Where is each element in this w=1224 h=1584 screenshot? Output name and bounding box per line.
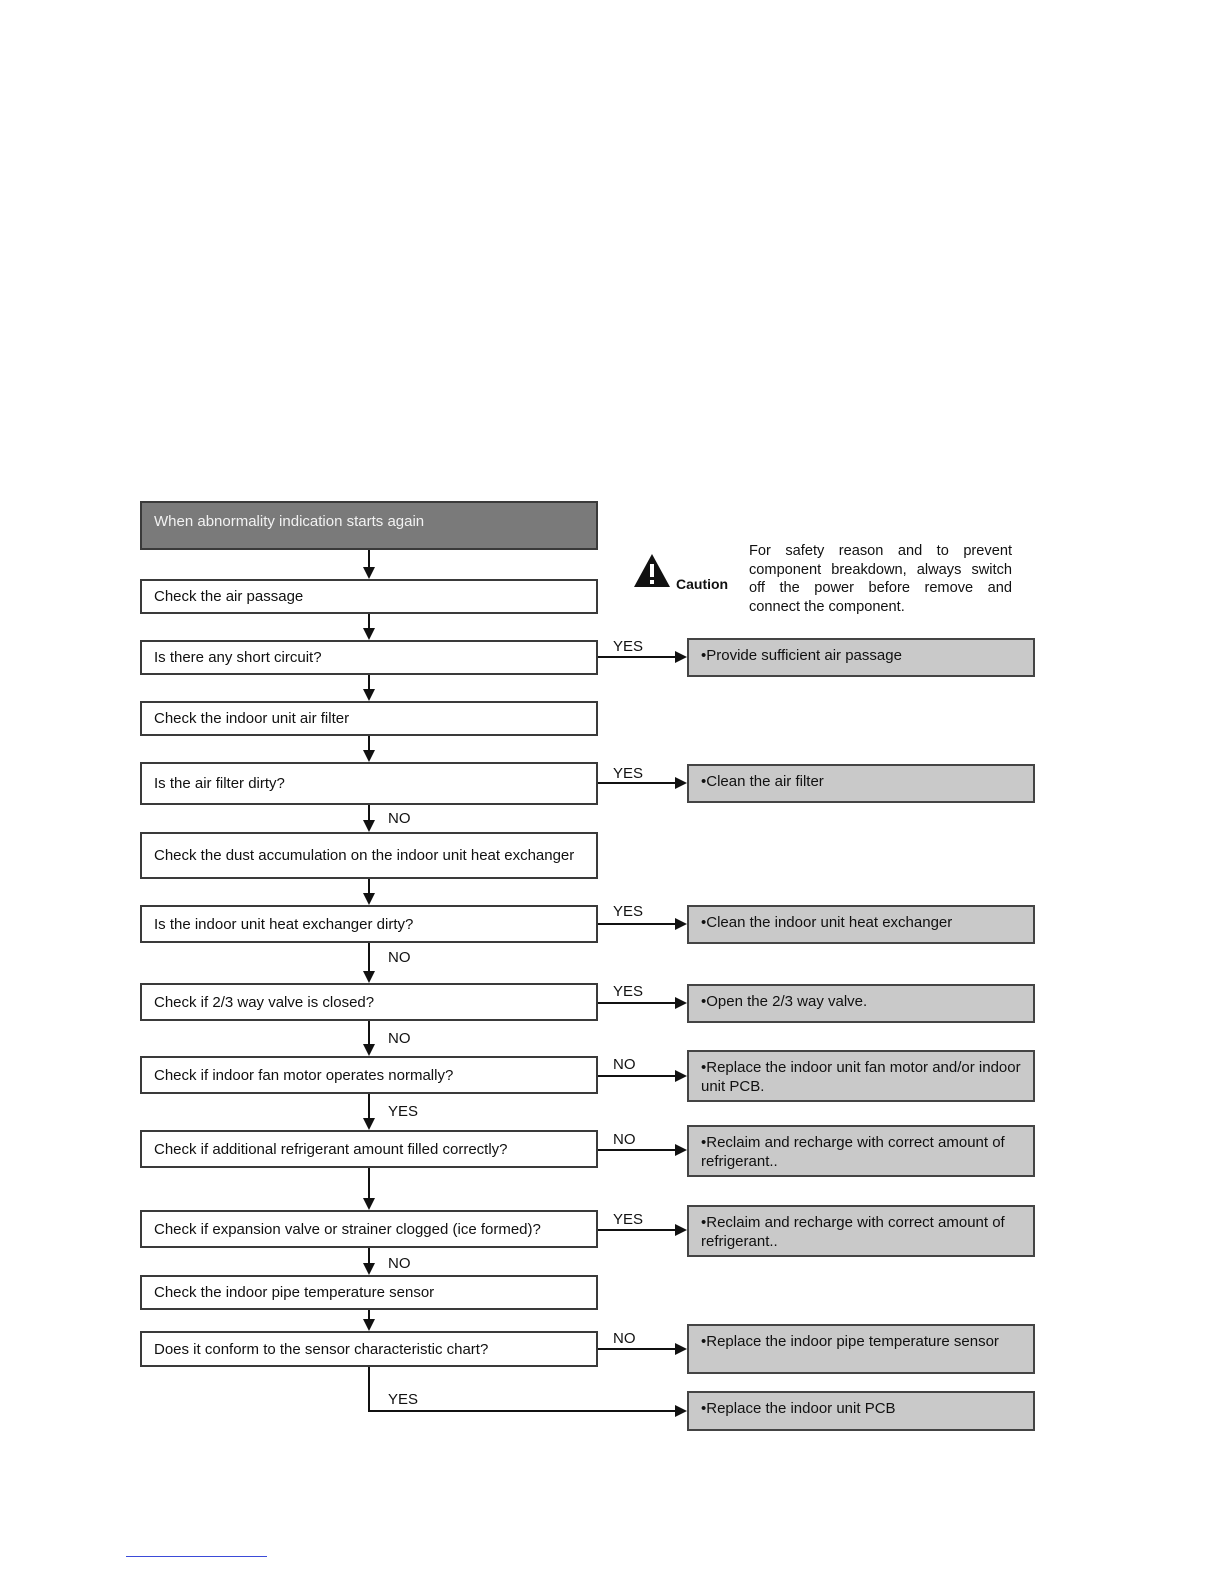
step-valve-closed xyxy=(140,983,598,1021)
branch-label-yes: YES xyxy=(613,638,644,655)
branch-label-no: NO xyxy=(613,1131,636,1148)
connector xyxy=(368,805,370,821)
connector xyxy=(598,923,676,925)
action-label: •Open the 2/3 way valve. xyxy=(701,993,868,1010)
arrow-right xyxy=(675,777,687,789)
step-check-air-passage xyxy=(140,579,598,614)
step-label: Does it conform to the sensor characteristic chart? xyxy=(154,1340,489,1358)
step-label: Check if additional refrigerant amount filled correctly? xyxy=(154,1140,508,1158)
arrow-right xyxy=(675,1144,687,1156)
step-sensor-conform xyxy=(140,1331,598,1367)
step-check-air-filter xyxy=(140,701,598,736)
arrow-right xyxy=(675,1070,687,1082)
branch-label-no: NO xyxy=(388,949,411,966)
action-replace-pipe-sensor xyxy=(687,1324,1035,1374)
action-clean-filter xyxy=(687,764,1035,803)
step-filter-dirty xyxy=(140,762,598,805)
step-refrigerant-amount xyxy=(140,1130,598,1168)
step-label: Check if indoor fan motor operates normally? xyxy=(154,1066,454,1084)
action-replace-fan-motor xyxy=(687,1050,1035,1102)
connector xyxy=(598,1348,676,1350)
connector xyxy=(368,1367,370,1412)
step-label: Check the indoor pipe temperature sensor xyxy=(154,1284,435,1301)
branch-label-yes: YES xyxy=(613,903,644,920)
step-label: Check the dust accumulation on the indoor unit heat exchanger xyxy=(154,847,575,864)
branch-label-yes: YES xyxy=(388,1103,419,1120)
connector xyxy=(368,943,370,972)
step-short-circuit xyxy=(140,640,598,675)
arrow-right xyxy=(675,1224,687,1236)
step-label: Check the air passage xyxy=(154,588,304,605)
step-fan-motor xyxy=(140,1056,598,1094)
connector xyxy=(368,614,370,629)
branch-label-no: NO xyxy=(388,1030,411,1047)
step-label: Is the air filter dirty? xyxy=(154,775,285,792)
arrow-down xyxy=(363,1118,375,1130)
arrow-right xyxy=(675,651,687,663)
branch-label-no: NO xyxy=(388,1255,411,1272)
arrow-right xyxy=(675,997,687,1009)
action-clean-hex xyxy=(687,905,1035,944)
step-expansion-valve xyxy=(140,1210,598,1248)
connector xyxy=(368,550,370,568)
start-node-label: When abnormality indication starts again xyxy=(154,513,425,530)
arrow-down xyxy=(363,628,375,640)
arrow-down xyxy=(363,750,375,762)
arrow-right xyxy=(675,918,687,930)
footer-rule xyxy=(126,1556,267,1557)
warning-icon xyxy=(632,552,672,590)
action-label: •Replace the indoor unit PCB xyxy=(701,1400,896,1417)
action-label: •Replace the indoor unit fan motor and/or indoor unit PCB. xyxy=(701,1059,1021,1095)
step-dust-accumulation xyxy=(140,832,598,879)
step-label: Is the indoor unit heat exchanger dirty? xyxy=(154,915,414,933)
step-check-pipe-sensor xyxy=(140,1275,598,1310)
connector xyxy=(368,879,370,894)
branch-label-yes: YES xyxy=(613,983,644,1000)
connector xyxy=(368,1021,370,1045)
connector xyxy=(598,656,676,658)
arrow-right xyxy=(675,1405,687,1417)
action-label: •Reclaim and recharge with correct amount of refrigerant.. xyxy=(701,1214,1005,1250)
caution-label: Caution xyxy=(676,576,729,592)
connector xyxy=(598,1075,676,1077)
arrow-down xyxy=(363,1263,375,1275)
branch-label-no: NO xyxy=(388,810,411,827)
start-node xyxy=(140,501,598,550)
connector xyxy=(368,1094,370,1119)
action-replace-pcb xyxy=(687,1391,1035,1431)
connector xyxy=(598,782,676,784)
connector xyxy=(598,1002,676,1004)
branch-label-yes: YES xyxy=(613,765,644,782)
step-hex-dirty xyxy=(140,905,598,943)
arrow-down xyxy=(363,893,375,905)
action-label: •Provide sufficient air passage xyxy=(701,647,902,664)
action-open-valve xyxy=(687,984,1035,1023)
action-reclaim-recharge-1 xyxy=(687,1125,1035,1177)
connector xyxy=(368,1248,370,1264)
arrow-down xyxy=(363,1319,375,1331)
arrow-down xyxy=(363,971,375,983)
connector xyxy=(598,1149,676,1151)
branch-label-yes: YES xyxy=(613,1211,644,1228)
connector xyxy=(368,1168,370,1199)
action-label: •Clean the air filter xyxy=(701,773,824,790)
action-reclaim-recharge-2 xyxy=(687,1205,1035,1257)
step-label: Is there any short circuit? xyxy=(154,649,322,666)
branch-label-no: NO xyxy=(613,1330,636,1347)
arrow-down xyxy=(363,689,375,701)
step-label: Check if expansion valve or strainer clogged (ice formed)? xyxy=(154,1220,541,1238)
action-label: •Replace the indoor pipe temperature sensor xyxy=(701,1333,999,1350)
connector xyxy=(598,1229,676,1231)
action-label: •Reclaim and recharge with correct amount of refrigerant.. xyxy=(701,1134,1005,1170)
connector xyxy=(368,1410,676,1412)
branch-label-no: NO xyxy=(613,1056,636,1073)
arrow-down xyxy=(363,1198,375,1210)
step-label: Check if 2/3 way valve is closed? xyxy=(154,993,375,1011)
connector xyxy=(368,675,370,690)
caution-text: For safety reason and to prevent component breakdown, always switch off the power before remove and connect the component. xyxy=(749,543,1012,615)
arrow-down xyxy=(363,1044,375,1056)
step-label: Check the indoor unit air filter xyxy=(154,710,350,727)
arrow-right xyxy=(675,1343,687,1355)
branch-label-yes: YES xyxy=(388,1391,419,1408)
arrow-down xyxy=(363,567,375,579)
action-label: •Clean the indoor unit heat exchanger xyxy=(701,914,953,931)
arrow-down xyxy=(363,820,375,832)
connector xyxy=(368,736,370,751)
action-provide-air-passage xyxy=(687,638,1035,677)
